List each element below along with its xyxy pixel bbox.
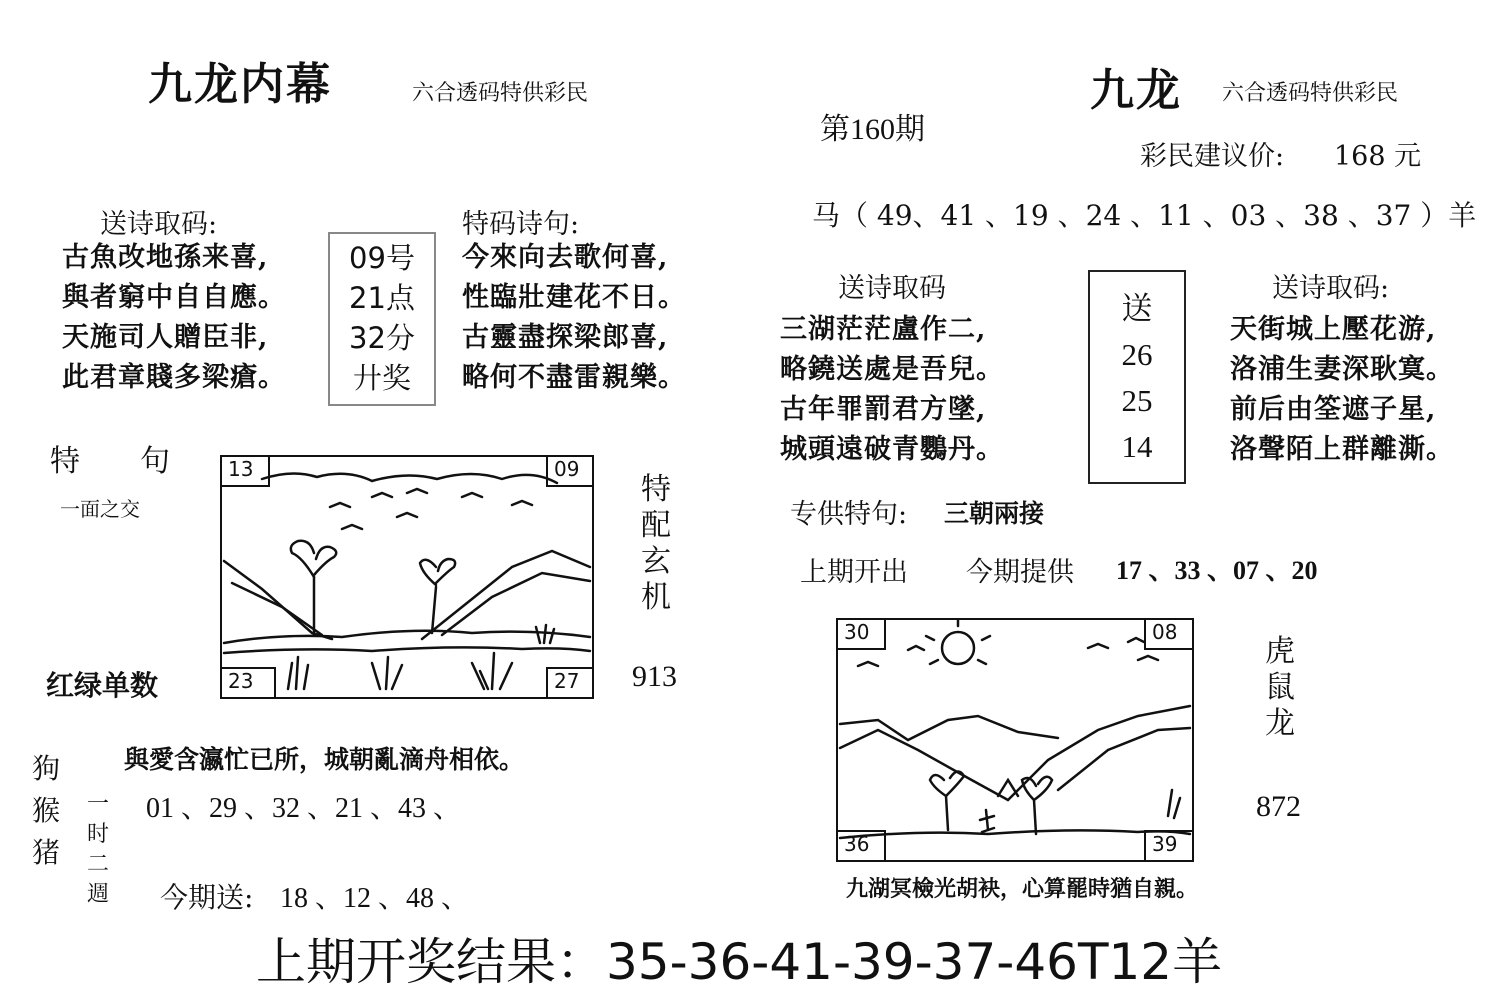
last-result-banner: 上期开奖结果：35-36-41-39-37-46T12羊: [256, 933, 1223, 991]
box-line: 25: [1121, 383, 1153, 418]
right-poem2-header: 送诗取码:: [1272, 273, 1390, 304]
poem-line: 天街城上壓花游,: [1230, 314, 1437, 345]
vertical-char: 机: [641, 580, 671, 615]
left-center-box: [328, 232, 436, 406]
yi-shi-er-zhou-vertical: [80, 790, 116, 910]
landscape-drawing: [838, 620, 1192, 860]
box-line: 21点: [349, 281, 415, 315]
landscape-drawing: [222, 457, 592, 697]
right-side-number: 872: [1256, 790, 1301, 823]
vertical-char: 鼠: [1265, 670, 1295, 705]
poem-line: 略何不盡雷親樂。: [462, 362, 686, 393]
scene-corner-number: 08: [1144, 620, 1192, 650]
scene-corner-number: 23: [222, 667, 276, 697]
vertical-char: 玄: [641, 544, 671, 579]
left-side-vertical-text: [638, 472, 674, 616]
poem-line: 城頭遠破青鸚丹。: [780, 434, 1004, 465]
vertical-char: 猴: [31, 794, 60, 827]
right-subtitle: 六合透码特供彩民: [1222, 81, 1399, 106]
vertical-char: 时: [86, 822, 109, 847]
right-scene-illustration: [836, 618, 1194, 862]
scene-corner-number: 39: [1144, 830, 1192, 860]
vertical-char: 配: [641, 508, 671, 543]
price-label: 彩民建议价:: [1140, 141, 1285, 172]
today-label: 今期送:: [160, 881, 254, 914]
special-label: 专供特句:: [790, 499, 908, 530]
poem-line: 古靈盡探梁郎喜,: [462, 322, 669, 353]
left-poem2-header: 特码诗句:: [462, 209, 580, 240]
poem-line: 略鐃送處是吾兒。: [780, 354, 1004, 385]
left-side-number: 913: [632, 660, 677, 693]
vertical-char: 特: [641, 472, 671, 507]
poem-line: 與者窮中自自應。: [62, 282, 286, 313]
right-side-vertical-text: [1262, 634, 1298, 742]
vertical-char: 狗: [31, 752, 60, 785]
zodiac-vertical: [28, 748, 64, 874]
vertical-char: 一: [86, 792, 109, 817]
right-poem2: [1230, 310, 1454, 470]
box-line: 26: [1121, 337, 1153, 372]
right-poem1: [780, 310, 1004, 470]
left-poem1: [62, 238, 286, 398]
right-title: 九龙: [1090, 65, 1182, 116]
poem-line: 此君章賤多梁瘡。: [62, 362, 286, 393]
poem-line: 洛聲陌上群離澌。: [1230, 434, 1454, 465]
today-numbers: 18 、12 、48 、: [280, 883, 470, 914]
left-title: 九龙内幕: [148, 59, 332, 110]
scene-corner-number: 36: [838, 830, 886, 860]
poem-line: 天施司人贈臣非,: [62, 322, 269, 353]
box-line: 09号: [349, 241, 415, 275]
scene-corner-number: 13: [222, 457, 270, 487]
left-subtitle: 六合透码特供彩民: [412, 81, 589, 106]
vertical-char: 週: [86, 882, 109, 907]
left-scene-illustration: [220, 455, 594, 699]
left-verse-line: 與愛含瀛忙已所，城朝亂滴舟相依。: [124, 745, 525, 774]
left-poem2: [462, 238, 686, 398]
poem-line: 前后由筌遮子星,: [1230, 394, 1437, 425]
horse-line: 马（ 49、41 、19 、24 、11 、03 、38 、37 ）羊: [812, 199, 1477, 232]
price-value: 168 元: [1334, 141, 1422, 172]
box-line: 送: [1121, 291, 1153, 326]
vertical-char: 虎: [1265, 634, 1295, 669]
poem-line: 古年罪罰君方墜,: [780, 394, 987, 425]
right-verse-line: 九湖冥檢光胡袂，心算罷時猶自親。: [846, 876, 1199, 902]
right-poem1-header: 送诗取码: [838, 273, 946, 304]
poem-line: 古魚改地孫来喜,: [62, 242, 269, 273]
scene-corner-number: 27: [546, 667, 592, 697]
scene-corner-number: 30: [838, 620, 886, 650]
special-value: 三朝兩接: [944, 499, 1045, 528]
poem-line: 洛浦生妻深耿寞。: [1230, 354, 1454, 385]
scene-corner-number: 09: [546, 457, 592, 487]
last-issue-label: 上期开出: [800, 557, 908, 588]
box-line: 14: [1121, 429, 1153, 464]
vertical-char: 龙: [1265, 706, 1295, 741]
poem-line: 三湖茫茫盧作二,: [780, 314, 987, 345]
provide-numbers: 17 、33 、07 、20: [1116, 556, 1318, 585]
poem-line: 今來向去歌何喜,: [462, 242, 669, 273]
poem-line: 性臨壯建花不日。: [462, 282, 686, 313]
left-te-ju-value: 一面之交: [60, 497, 140, 521]
provide-label: 今期提供: [966, 557, 1074, 588]
left-te-ju-label: 特 句: [50, 444, 170, 479]
left-number-list: 01 、29 、32 、21 、43 、: [146, 793, 462, 824]
vertical-char: 猪: [31, 836, 60, 869]
box-line: 廾奖: [352, 361, 411, 395]
box-line: 32分: [349, 321, 415, 355]
red-green-label: 红绿单数: [46, 669, 159, 702]
vertical-char: 二: [86, 852, 109, 877]
issue-number: 第160期: [820, 113, 925, 146]
right-center-box: [1088, 270, 1186, 484]
left-poem1-header: 送诗取码:: [100, 209, 218, 240]
